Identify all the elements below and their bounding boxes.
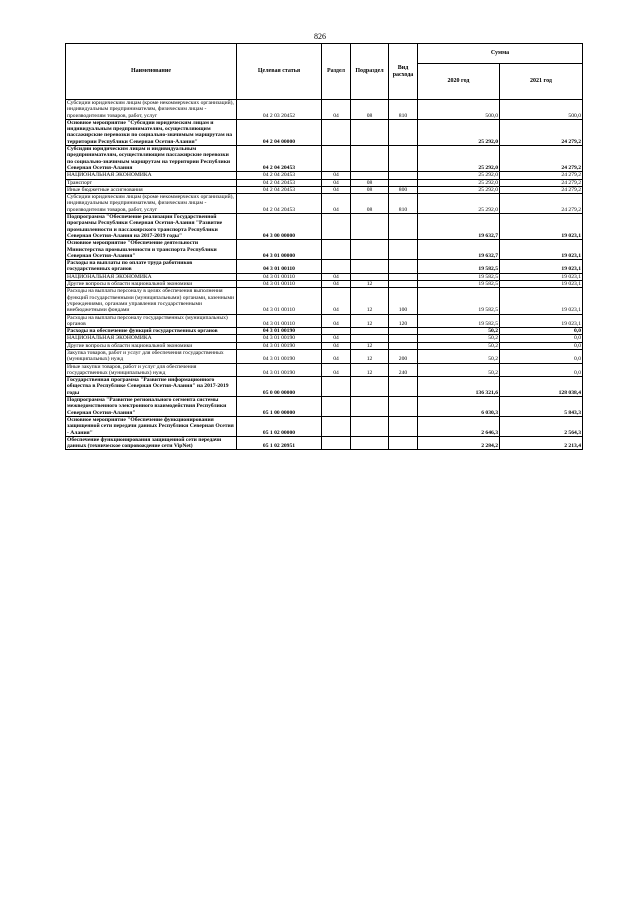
row-sum-2020: 50,2 — [418, 335, 500, 342]
row-subsection — [351, 172, 389, 179]
row-section — [322, 436, 351, 450]
header-section: Раздел — [322, 44, 351, 100]
row-sum-2021: 0,0 — [500, 363, 583, 377]
row-name: Расходы на выплаты персоналу в целях обеспечения выполнения функций государственными (муниципальными) органами, казенными учреждениями, органами управления государственными внебюджетными фондами — [66, 288, 237, 314]
row-expense-type: 800 — [389, 186, 418, 193]
row-name: Иные бюджетные ассигнования — [66, 186, 237, 193]
row-name: Субсидии юридическим лицам (кроме некоммерческих организаций), индивидуальным предпринимателям, физическим лицам - производителям товаров, работ, услуг — [66, 100, 237, 120]
row-sum-2021: 24 279,2 — [500, 194, 583, 214]
row-expense-type — [389, 179, 418, 186]
row-sum-2020: 50,2 — [418, 328, 500, 335]
table-row — [66, 214, 583, 240]
header-year-2021: 2021 год — [500, 64, 583, 100]
row-expense-type — [389, 342, 418, 349]
table-row — [66, 273, 583, 280]
row-name: Транспорт — [66, 179, 237, 186]
row-name: Расходы на выплаты персоналу государственных (муниципальных) органов — [66, 314, 237, 328]
row-expense-type — [389, 335, 418, 342]
row-name: Основное мероприятие "Обеспечение деятельности Министерства промышленности и транспорта Республики Северная Осетия-Алания" — [66, 240, 237, 260]
row-section — [322, 119, 351, 145]
row-target-code: 04 2 03 20452 — [237, 100, 322, 120]
row-name: Другие вопросы в области национальной экономики — [66, 342, 237, 349]
row-sum-2021: 19 023,1 — [500, 314, 583, 328]
row-section — [322, 397, 351, 417]
row-target-code: 04 2 04 20453 — [237, 146, 322, 172]
table-row — [66, 194, 583, 214]
table-body — [66, 100, 583, 450]
row-expense-type: 100 — [389, 288, 418, 314]
row-target-code: 04 3 01 00110 — [237, 281, 322, 288]
row-sum-2020: 2 284,2 — [418, 436, 500, 450]
row-sum-2020: 2 646,3 — [418, 416, 500, 436]
row-expense-type — [389, 260, 418, 274]
row-name: Иные закупки товаров, работ и услуг для обеспечения государственных (муниципальных) нужд — [66, 363, 237, 377]
table-row — [66, 186, 583, 193]
table-row — [66, 349, 583, 363]
row-name: Подпрограмма "Развитие регионального сегмента системы межведомственного электронного взаимодействия Республики Северная Осетия-Алания" — [66, 397, 237, 417]
row-expense-type — [389, 377, 418, 397]
row-subsection — [351, 214, 389, 240]
row-sum-2021: 19 023,1 — [500, 240, 583, 260]
row-subsection: 12 — [351, 342, 389, 349]
row-target-code: 04 2 04 00000 — [237, 119, 322, 145]
row-expense-type — [389, 436, 418, 450]
table-row — [66, 342, 583, 349]
row-sum-2020: 19 582,5 — [418, 260, 500, 274]
row-sum-2021: 19 023,1 — [500, 214, 583, 240]
row-subsection: 12 — [351, 314, 389, 328]
row-sum-2021: 19 023,1 — [500, 281, 583, 288]
row-subsection — [351, 146, 389, 172]
table-row — [66, 363, 583, 377]
row-name: Другие вопросы в области национальной экономики — [66, 281, 237, 288]
row-subsection — [351, 240, 389, 260]
row-target-code: 04 3 01 00190 — [237, 349, 322, 363]
row-expense-type — [389, 240, 418, 260]
row-subsection: 12 — [351, 363, 389, 377]
row-sum-2020: 19 632,7 — [418, 214, 500, 240]
row-name: НАЦИОНАЛЬНАЯ ЭКОНОМИКА — [66, 335, 237, 342]
row-section — [322, 416, 351, 436]
row-expense-type — [389, 281, 418, 288]
table-row — [66, 416, 583, 436]
row-subsection — [351, 416, 389, 436]
row-section: 04 — [322, 100, 351, 120]
row-sum-2020: 50,2 — [418, 349, 500, 363]
row-expense-type: 810 — [389, 100, 418, 120]
row-name: Обеспечение функционирования защищенной сети передачи данных (техническое сопровождение сети VipNet) — [66, 436, 237, 450]
table-row — [66, 328, 583, 335]
row-name: Субсидии юридическим лицам и индивидуальным предпринимателям, осуществляющим пассажирские перевозки по социально-значимым маршрутам на территории Республики Северная Осетия-Алания — [66, 146, 237, 172]
row-subsection: 12 — [351, 281, 389, 288]
row-name: Закупка товаров, работ и услуг для обеспечения государственных (муниципальных) нужд — [66, 349, 237, 363]
row-subsection: 12 — [351, 288, 389, 314]
row-sum-2021: 24 279,2 — [500, 179, 583, 186]
row-sum-2020: 136 321,6 — [418, 377, 500, 397]
row-sum-2021: 19 023,1 — [500, 288, 583, 314]
row-target-code: 05 0 00 00000 — [237, 377, 322, 397]
row-sum-2021: 0,0 — [500, 335, 583, 342]
table-row — [66, 335, 583, 342]
row-sum-2021: 19 023,1 — [500, 260, 583, 274]
row-target-code: 04 2 04 20453 — [237, 186, 322, 193]
row-subsection — [351, 335, 389, 342]
header-year-2020: 2020 год — [418, 64, 500, 100]
row-sum-2021: 500,0 — [500, 100, 583, 120]
row-expense-type: 200 — [389, 349, 418, 363]
row-target-code: 04 3 01 00110 — [237, 260, 322, 274]
row-expense-type — [389, 214, 418, 240]
row-section: 04 — [322, 314, 351, 328]
row-expense-type — [389, 328, 418, 335]
row-expense-type — [389, 119, 418, 145]
row-subsection — [351, 397, 389, 417]
row-expense-type — [389, 273, 418, 280]
table-row — [66, 436, 583, 450]
row-sum-2021: 0,0 — [500, 328, 583, 335]
row-sum-2020: 25 292,0 — [418, 146, 500, 172]
row-section — [322, 214, 351, 240]
row-subsection — [351, 260, 389, 274]
row-sum-2021: 128 038,4 — [500, 377, 583, 397]
header-name: Наименование — [66, 44, 237, 100]
row-section — [322, 146, 351, 172]
row-sum-2020: 6 030,3 — [418, 397, 500, 417]
row-section: 04 — [322, 335, 351, 342]
row-subsection: 08 — [351, 194, 389, 214]
row-sum-2020: 19 632,7 — [418, 240, 500, 260]
row-name: Расходы на выплаты по оплате труда работников государственных органов — [66, 260, 237, 274]
row-target-code: 05 1 02 00000 — [237, 416, 322, 436]
row-sum-2021: 0,0 — [500, 342, 583, 349]
row-section: 04 — [322, 288, 351, 314]
row-sum-2020: 500,0 — [418, 100, 500, 120]
row-target-code: 04 3 01 00110 — [237, 288, 322, 314]
row-sum-2021: 24 279,2 — [500, 119, 583, 145]
row-expense-type — [389, 397, 418, 417]
row-section: 04 — [322, 342, 351, 349]
budget-table — [65, 43, 583, 450]
row-sum-2020: 25 292,0 — [418, 194, 500, 214]
row-target-code: 04 3 01 00110 — [237, 273, 322, 280]
row-section — [322, 328, 351, 335]
header-subsection: Подраздел — [351, 44, 389, 100]
row-sum-2020: 25 292,0 — [418, 119, 500, 145]
row-name: НАЦИОНАЛЬНАЯ ЭКОНОМИКА — [66, 273, 237, 280]
row-section: 04 — [322, 179, 351, 186]
row-section: 04 — [322, 273, 351, 280]
row-target-code: 04 3 01 00000 — [237, 240, 322, 260]
row-subsection — [351, 119, 389, 145]
row-target-code: 04 3 01 00110 — [237, 314, 322, 328]
row-sum-2021: 2 213,4 — [500, 436, 583, 450]
row-subsection: 08 — [351, 186, 389, 193]
row-section: 04 — [322, 186, 351, 193]
row-section: 04 — [322, 363, 351, 377]
table-row — [66, 288, 583, 314]
row-target-code: 04 3 01 00190 — [237, 363, 322, 377]
table-row — [66, 179, 583, 186]
row-section — [322, 377, 351, 397]
row-target-code: 04 3 00 00000 — [237, 214, 322, 240]
row-section: 04 — [322, 172, 351, 179]
row-target-code: 04 3 01 00190 — [237, 328, 322, 335]
row-sum-2020: 19 582,5 — [418, 273, 500, 280]
row-sum-2021: 0,0 — [500, 349, 583, 363]
row-sum-2020: 19 582,5 — [418, 314, 500, 328]
row-sum-2020: 50,2 — [418, 363, 500, 377]
table-row — [66, 314, 583, 328]
row-expense-type — [389, 416, 418, 436]
row-expense-type: 240 — [389, 363, 418, 377]
row-name: Основное мероприятие "Обеспечение функционирования защищенной сети передачи данных Республики Северная Осетия - Алания" — [66, 416, 237, 436]
row-name: Субсидии юридическим лицам (кроме некоммерческих организаций), индивидуальным предпринимателям, физическим лицам - производителям товаров, работ, услуг — [66, 194, 237, 214]
row-sum-2020: 25 292,0 — [418, 186, 500, 193]
row-subsection — [351, 273, 389, 280]
table-row — [66, 100, 583, 120]
row-sum-2020: 19 582,5 — [418, 288, 500, 314]
table-row — [66, 119, 583, 145]
row-sum-2021: 19 023,1 — [500, 273, 583, 280]
row-target-code: 04 2 04 20453 — [237, 179, 322, 186]
table-row — [66, 397, 583, 417]
row-target-code: 04 2 04 20453 — [237, 172, 322, 179]
header-expense-type: Вид расхода — [389, 44, 418, 100]
row-section: 04 — [322, 194, 351, 214]
row-sum-2021: 24 279,2 — [500, 172, 583, 179]
table-row — [66, 240, 583, 260]
row-name: НАЦИОНАЛЬНАЯ ЭКОНОМИКА — [66, 172, 237, 179]
row-subsection — [351, 377, 389, 397]
row-section: 04 — [322, 349, 351, 363]
row-sum-2020: 19 582,5 — [418, 281, 500, 288]
row-section: 04 — [322, 281, 351, 288]
row-target-code: 04 2 04 20453 — [237, 194, 322, 214]
row-target-code: 05 1 02 20951 — [237, 436, 322, 450]
table-row — [66, 172, 583, 179]
row-sum-2021: 2 564,3 — [500, 416, 583, 436]
row-sum-2021: 5 843,3 — [500, 397, 583, 417]
row-target-code: 04 3 01 00190 — [237, 335, 322, 342]
row-expense-type — [389, 172, 418, 179]
row-name: Основное мероприятие "Субсидии юридическим лицам и индивидуальным предпринимателям, осуществляющим пассажирские перевозки по социально-значимым маршрутам на территории Республики Северная Осетия-Алания" — [66, 119, 237, 145]
row-target-code: 04 3 01 00190 — [237, 342, 322, 349]
table-row — [66, 260, 583, 274]
row-name: Расходы на обеспечение функций государственных органов — [66, 328, 237, 335]
table-row — [66, 146, 583, 172]
row-sum-2020: 50,2 — [418, 342, 500, 349]
row-subsection: 08 — [351, 179, 389, 186]
row-section — [322, 240, 351, 260]
page-number: 826 — [314, 32, 326, 41]
row-sum-2020: 25 292,0 — [418, 172, 500, 179]
row-expense-type — [389, 146, 418, 172]
row-expense-type: 810 — [389, 194, 418, 214]
row-subsection: 08 — [351, 100, 389, 120]
row-sum-2020: 25 292,0 — [418, 179, 500, 186]
table-row — [66, 377, 583, 397]
header-sum: Сумма — [418, 44, 583, 64]
row-name: Государственная программа "Развитие информационного общества в Республике Северная Осетия-Алания" на 2017-2019 годы — [66, 377, 237, 397]
row-target-code: 05 1 00 00000 — [237, 397, 322, 417]
row-expense-type: 120 — [389, 314, 418, 328]
row-sum-2021: 24 279,2 — [500, 186, 583, 193]
row-subsection: 12 — [351, 349, 389, 363]
row-sum-2021: 24 279,2 — [500, 146, 583, 172]
row-section — [322, 260, 351, 274]
row-subsection — [351, 328, 389, 335]
header-target: Целевая статья — [237, 44, 322, 100]
row-name: Подпрограмма "Обеспечение реализации Государственной программы Республики Северная Осетия-Алания "Развитие промышленности и пассажирского транспорта Республики Северная Осетия-Алания на 2017-2019 годы" — [66, 214, 237, 240]
table-row — [66, 281, 583, 288]
row-subsection — [351, 436, 389, 450]
